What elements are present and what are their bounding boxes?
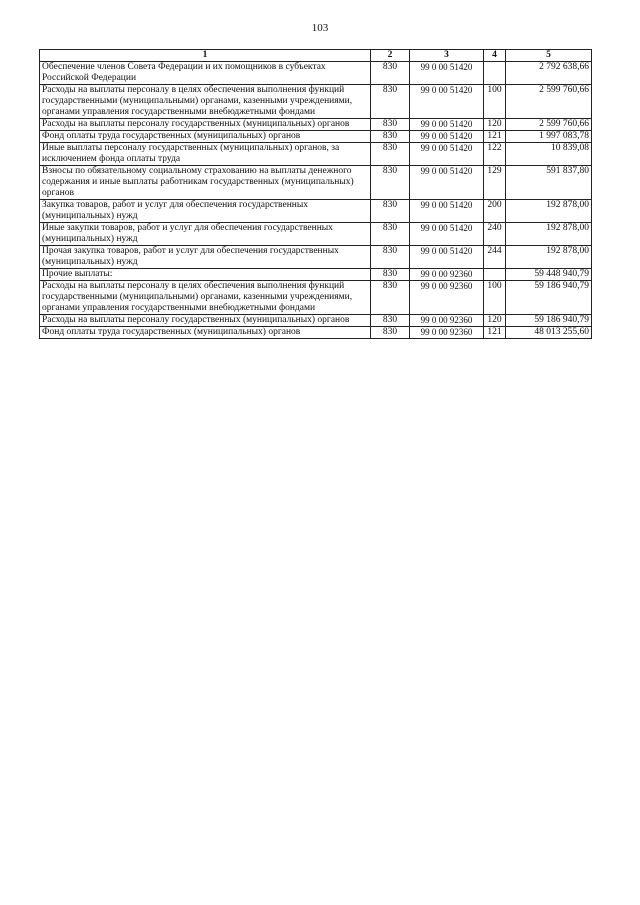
row-vr: 129 — [484, 166, 506, 200]
row-csr: 99 0 00 51420 — [410, 143, 484, 166]
row-name: Прочая закупка товаров, работ и услуг для обеспечения государственных (муниципальных) нужд — [40, 246, 371, 269]
row-name: Взносы по обязательному социальному страхованию на выплаты денежного содержания и иные выплаты работникам государственных (муниципальных) органов — [40, 166, 371, 200]
row-csr: 99 0 00 51420 — [410, 246, 484, 269]
row-amount: 59 448 940,79 — [506, 269, 592, 281]
row-code: 830 — [371, 315, 410, 327]
row-code: 830 — [371, 143, 410, 166]
row-amount: 59 186 940,79 — [506, 281, 592, 315]
row-amount: 2 599 760,66 — [506, 85, 592, 119]
header-col-amount: 5 — [506, 50, 592, 62]
row-vr: 121 — [484, 131, 506, 143]
row-code: 830 — [371, 131, 410, 143]
row-csr: 99 0 00 51420 — [410, 166, 484, 200]
row-vr: 100 — [484, 281, 506, 315]
row-code: 830 — [371, 223, 410, 246]
table-row — [40, 131, 592, 143]
row-csr: 99 0 00 92360 — [410, 315, 484, 327]
row-name: Иные закупки товаров, работ и услуг для обеспечения государственных (муниципальных) нужд — [40, 223, 371, 246]
row-amount: 48 013 255,60 — [506, 327, 592, 339]
header-col-code: 2 — [371, 50, 410, 62]
header-col-csr: 3 — [410, 50, 484, 62]
row-name: Обеспечение членов Совета Федерации и их помощников в субъектах Российской Федерации — [40, 62, 371, 85]
table-row — [40, 143, 592, 166]
row-amount: 192 878,00 — [506, 200, 592, 223]
row-vr: 200 — [484, 200, 506, 223]
row-code: 830 — [371, 166, 410, 200]
row-vr: 100 — [484, 85, 506, 119]
header-col-name: 1 — [40, 50, 371, 62]
row-amount: 59 186 940,79 — [506, 315, 592, 327]
row-name: Расходы на выплаты персоналу государственных (муниципальных) органов — [40, 119, 371, 131]
row-name: Фонд оплаты труда государственных (муниципальных) органов — [40, 327, 371, 339]
row-vr: 244 — [484, 246, 506, 269]
row-code: 830 — [371, 85, 410, 119]
row-csr: 99 0 00 51420 — [410, 85, 484, 119]
row-csr: 99 0 00 51420 — [410, 131, 484, 143]
budget-table — [39, 49, 592, 339]
table-row — [40, 281, 592, 315]
row-csr: 99 0 00 92360 — [410, 281, 484, 315]
table-row — [40, 223, 592, 246]
row-csr: 99 0 00 51420 — [410, 223, 484, 246]
page-number: 103 — [311, 22, 329, 34]
row-vr — [484, 62, 506, 85]
row-name: Расходы на выплаты персоналу в целях обеспечения выполнения функций государственными (муниципальными) органами, казенными учреждениями, органами управления государственными внебюджетными фондами — [40, 281, 371, 315]
row-code: 830 — [371, 246, 410, 269]
row-code: 830 — [371, 62, 410, 85]
row-name: Прочие выплаты: — [40, 269, 371, 281]
row-code: 830 — [371, 269, 410, 281]
table-row — [40, 62, 592, 85]
table-row — [40, 327, 592, 339]
table-row — [40, 119, 592, 131]
row-name: Фонд оплаты труда государственных (муниципальных) органов — [40, 131, 371, 143]
row-name: Расходы на выплаты персоналу государственных (муниципальных) органов — [40, 315, 371, 327]
row-vr: 121 — [484, 327, 506, 339]
row-vr: 240 — [484, 223, 506, 246]
row-csr: 99 0 00 51420 — [410, 200, 484, 223]
row-name: Закупка товаров, работ и услуг для обеспечения государственных (муниципальных) нужд — [40, 200, 371, 223]
row-csr: 99 0 00 92360 — [410, 327, 484, 339]
row-amount: 2 599 760,66 — [506, 119, 592, 131]
row-code: 830 — [371, 200, 410, 223]
table-row — [40, 166, 592, 200]
table-row — [40, 85, 592, 119]
row-name: Расходы на выплаты персоналу в целях обеспечения выполнения функций государственными (муниципальными) органами, казенными учреждениями, органами управления государственными внебюджетными фондами — [40, 85, 371, 119]
row-amount: 591 837,80 — [506, 166, 592, 200]
row-amount: 1 997 083,78 — [506, 131, 592, 143]
row-vr: 120 — [484, 119, 506, 131]
table-row — [40, 269, 592, 281]
row-csr: 99 0 00 51420 — [410, 119, 484, 131]
row-amount: 192 878,00 — [506, 223, 592, 246]
table-row — [40, 246, 592, 269]
table-row — [40, 200, 592, 223]
row-code: 830 — [371, 327, 410, 339]
table-row — [40, 315, 592, 327]
row-amount: 192 878,00 — [506, 246, 592, 269]
row-csr: 99 0 00 51420 — [410, 62, 484, 85]
row-name: Иные выплаты персоналу государственных (муниципальных) органов, за исключением фонда оплаты труда — [40, 143, 371, 166]
row-code: 830 — [371, 281, 410, 315]
header-row — [40, 50, 592, 62]
row-vr: 120 — [484, 315, 506, 327]
row-vr — [484, 269, 506, 281]
row-code: 830 — [371, 119, 410, 131]
row-vr: 122 — [484, 143, 506, 166]
row-amount: 10 839,08 — [506, 143, 592, 166]
row-amount: 2 792 638,66 — [506, 62, 592, 85]
header-col-vr: 4 — [484, 50, 506, 62]
row-csr: 99 0 00 92360 — [410, 269, 484, 281]
